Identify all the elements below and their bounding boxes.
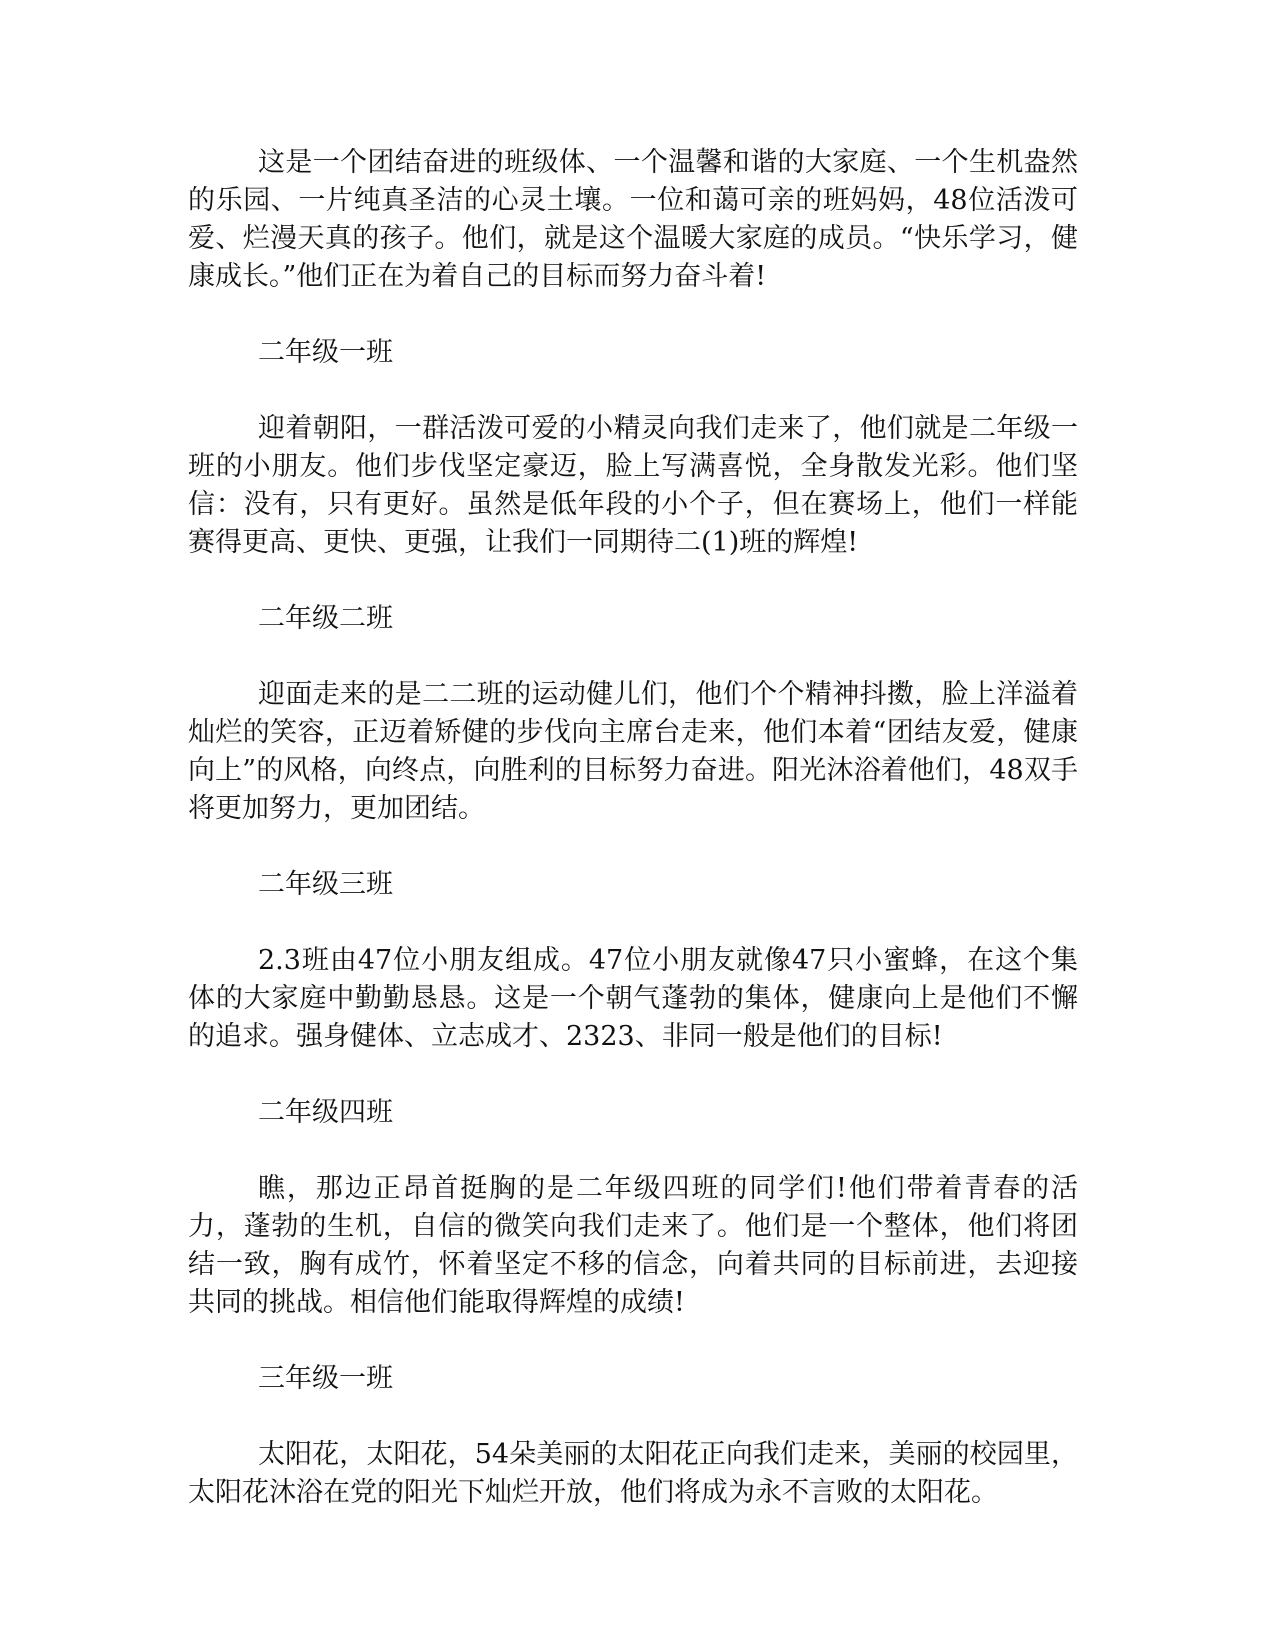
paragraph-gap: [188, 638, 1078, 676]
section-heading-grade2-class3: 二年级三班: [258, 869, 393, 900]
paragraph-gap: [188, 562, 1078, 600]
paragraph-gap: [188, 372, 1078, 410]
paragraph-grade2-class4: 瞧，那边正昂首挺胸的是二年级四班的同学们!他们带着青春的活力，蓬勃的生机，自信的微笑向我们走来了。他们是一个整体，他们将团结一致，胸有成竹，怀着坚定不移的信念，向着共同的目标前进，去迎接共同的挑战。相信他们能取得辉煌的成绩!: [188, 1173, 1078, 1318]
paragraph-gap: [188, 1398, 1078, 1436]
paragraph-gap: [188, 1132, 1078, 1170]
section-heading-grade2-class2: 二年级二班: [258, 603, 393, 634]
section-heading-grade2-class1: 二年级一班: [258, 337, 393, 368]
section-heading-grade2-class4: 二年级四班: [258, 1097, 393, 1128]
paragraph-grade2-class2: 迎面走来的是二二班的运动健儿们，他们个个精神抖擞，脸上洋溢着灿烂的笑容，正迈着矫健的步伐向主席台走来，他们本着“团结友爱，健康向上”的风格，向终点，向胜利的目标努力奋进。阳光沐浴着他们，48双手将更加努力，更加团结。: [188, 679, 1078, 824]
paragraph-grade3-class1: 太阳花，太阳花，54朵美丽的太阳花正向我们走来，美丽的校园里，太阳花沐浴在党的阳光下灿烂开放，他们将成为永不言败的太阳花。: [188, 1439, 1078, 1508]
paragraph-gap: [188, 1322, 1078, 1360]
paragraph-gap: [188, 828, 1078, 866]
paragraph-gap: [188, 904, 1078, 942]
intro-paragraph: 这是一个团结奋进的班级体、一个温馨和谐的大家庭、一个生机盎然的乐园、一片纯真圣洁的心灵土壤。一位和蔼可亲的班妈妈，48位活泼可爱、烂漫天真的孩子。他们，就是这个温暖大家庭的成员。“快乐学习，健康成长。”他们正在为着自己的目标而努力奋斗着!: [188, 147, 1078, 292]
section-heading-grade3-class1: 三年级一班: [258, 1363, 393, 1394]
paragraph-grade2-class3: 2.3班由47位小朋友组成。47位小朋友就像47只小蜜蜂，在这个集体的大家庭中勤勤恳恳。这是一个朝气蓬勃的集体，健康向上是他们不懈的追求。强身健体、立志成才、2323、非同一般是他们的目标!: [188, 945, 1078, 1052]
paragraph-gap: [188, 1056, 1078, 1094]
paragraph-gap: [188, 296, 1078, 334]
paragraph-grade2-class1: 迎着朝阳，一群活泼可爱的小精灵向我们走来了，他们就是二年级一班的小朋友。他们步伐坚定豪迈，脸上写满喜悦，全身散发光彩。他们坚信：没有，只有更好。虽然是低年段的小个子，但在赛场上，他们一样能赛得更高、更快、更强，让我们一同期待二(1)班的辉煌!: [188, 413, 1078, 558]
document-body: [188, 144, 1078, 1512]
